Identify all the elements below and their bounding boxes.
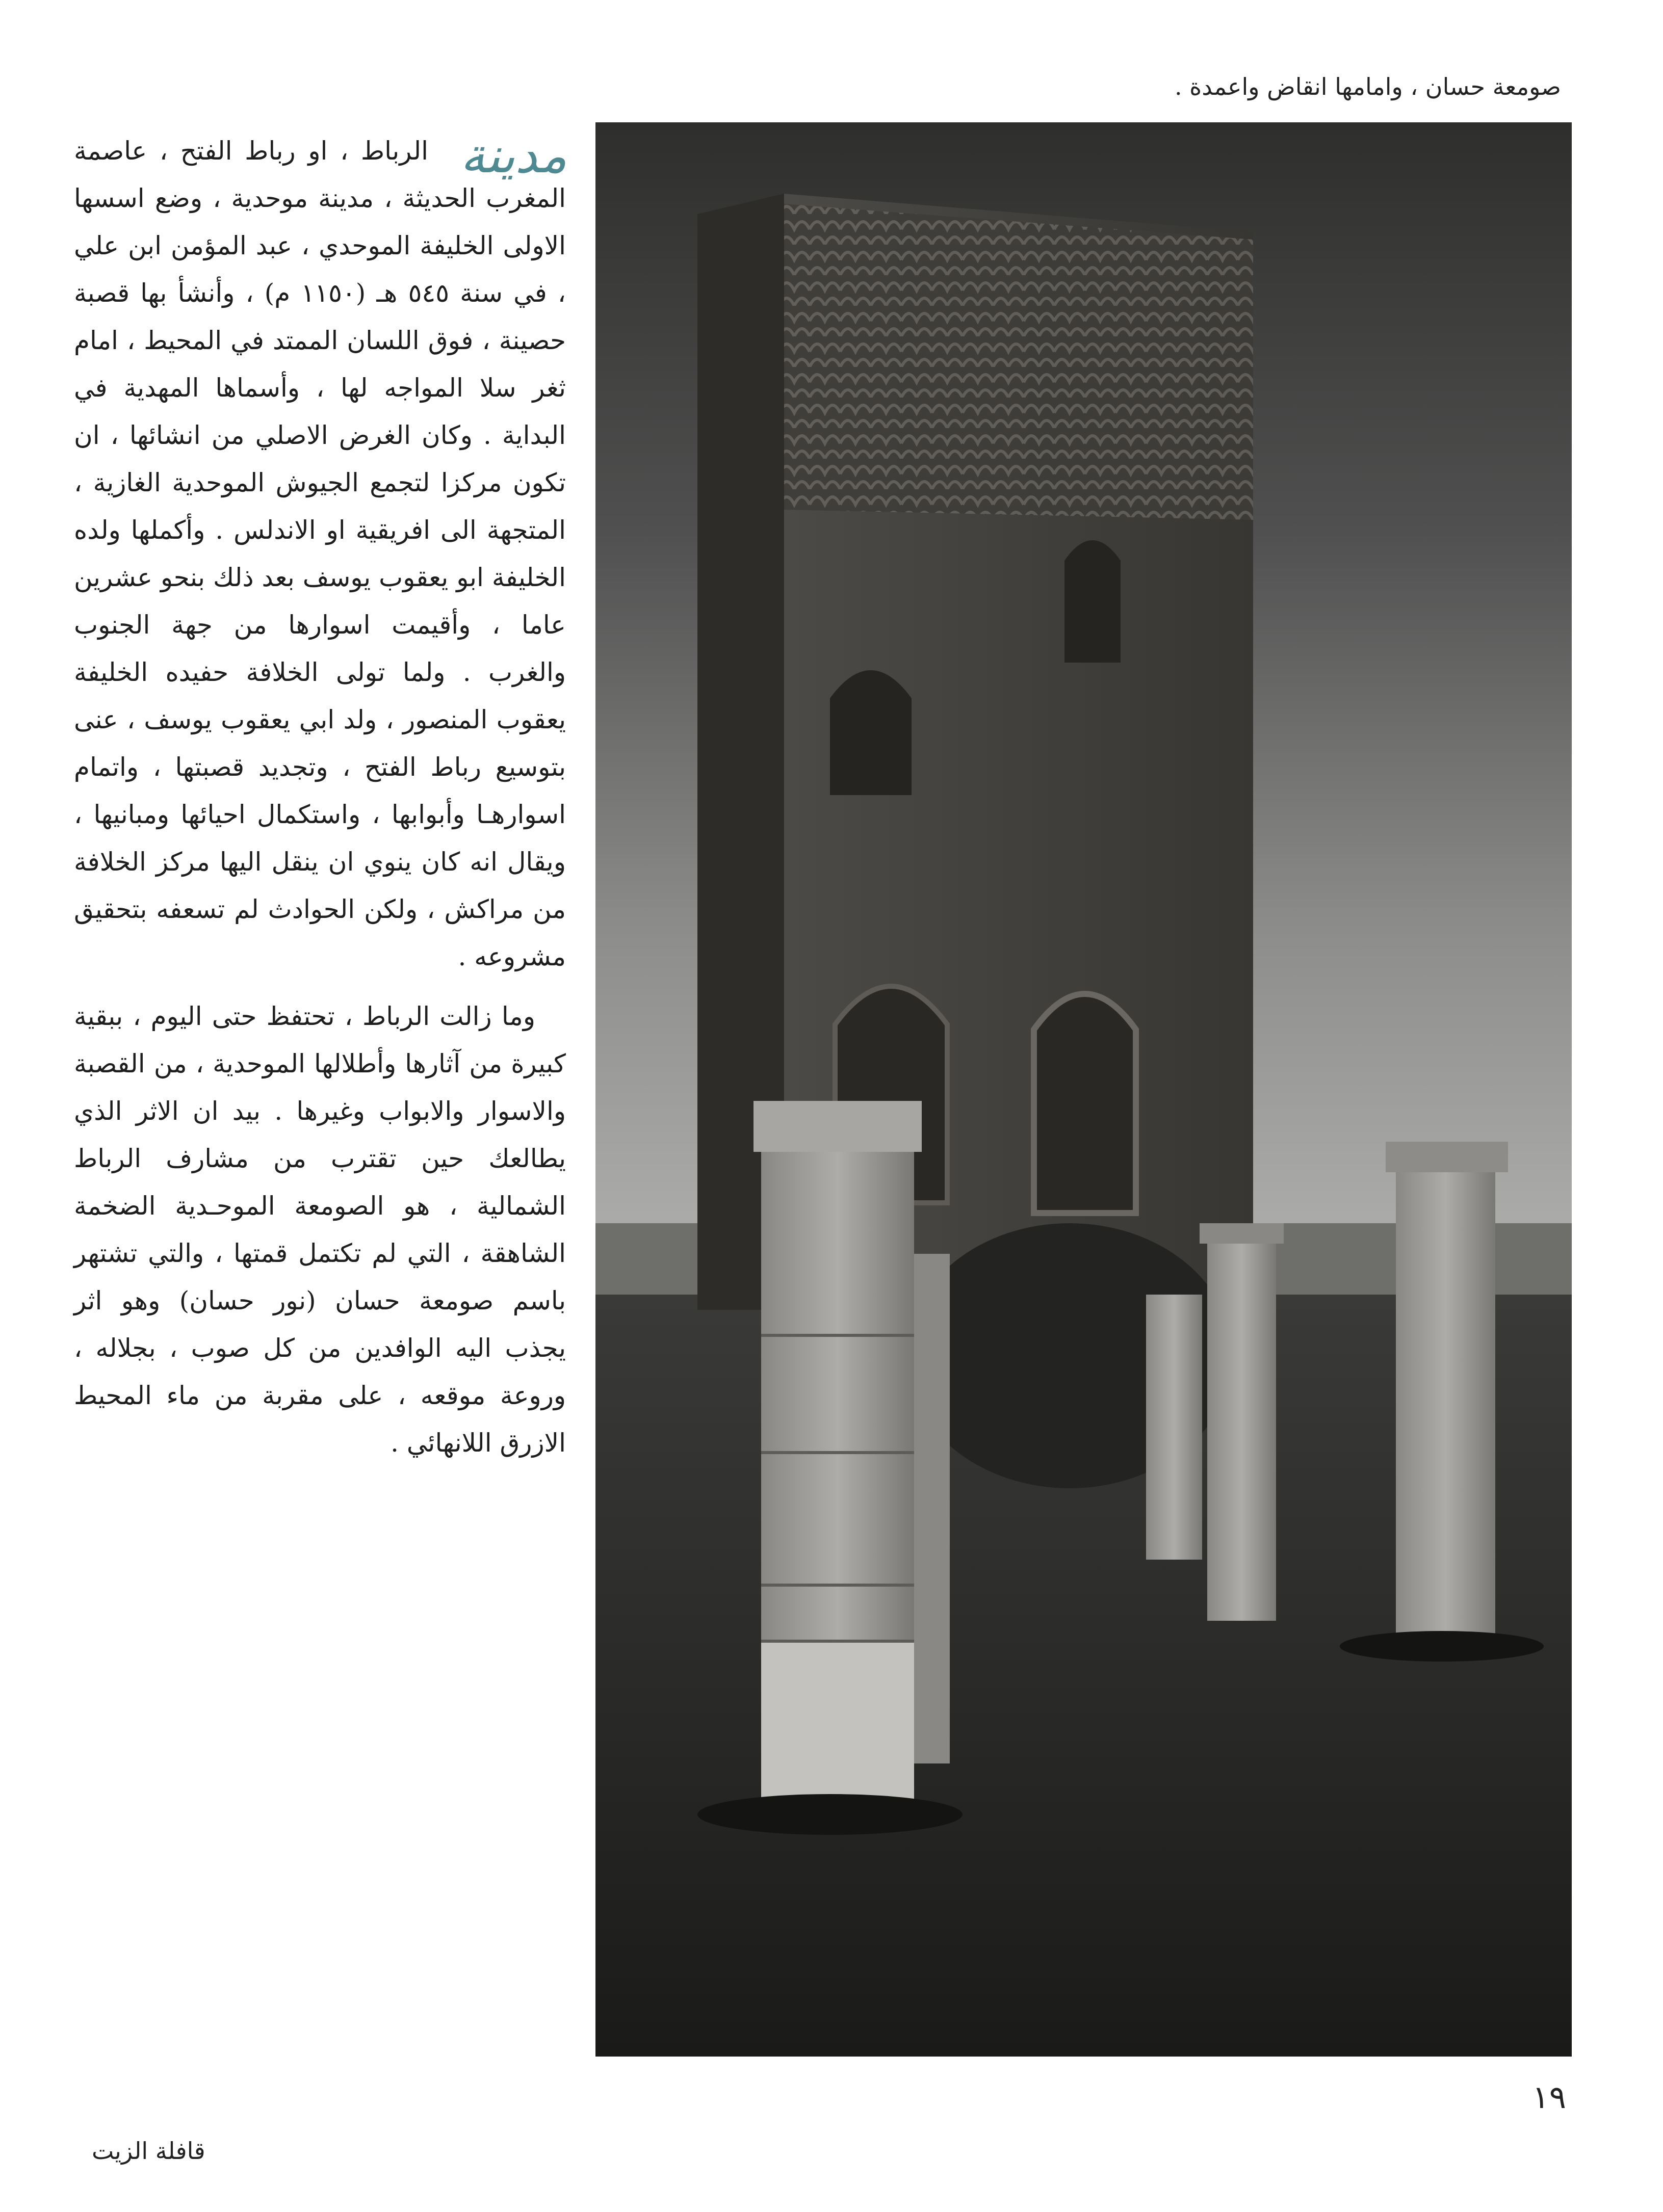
magazine-name: قافلة الزيت xyxy=(92,2137,205,2165)
article-heading: مدينة xyxy=(460,127,567,184)
article-paragraph-2: وما زالت الرباط ، تحتفظ حتى اليوم ، ببقية كبيرة من آثارها وأطلالها الموحدية ، من القصبة والاسوار والابواب وغيرها . بيد ان الاثر الذي يطالعك حين تقترب من مشارف الرباط الشمالية ، هو الصومعة الموحـدية الضخمة الشاهقة ، التي لم تكتمل قمتها ، والتي تشتهر باسم صومعة حسان (نور حسان) وهو اثر يجذب اليه الوافدين من كل صوب ، بجلاله ، وروعة موقعه ، على مقربة من ماء المحيط الازرق اللانهائي . xyxy=(74,1002,566,1458)
photo-caption: صومعة حسان ، وامامها انقاض واعمدة . xyxy=(1174,73,1561,100)
page-number: ١٩ xyxy=(1532,2078,1566,2116)
article-body xyxy=(74,127,566,1479)
article-paragraph-1: الرباط ، او رباط الفتح ، عاصمة المغرب الحديثة ، مدينة موحدية ، وضع اسسها الاولى الخليفة الموحدي ، عبد المؤمن ابن علي ، في سنة ٥٤٥ هـ (١١٥٠ م) ، وأنشأ بها قصبة حصينة ، فوق اللسان الممتد في المحيط ، امام ثغر سلا المواجه لها ، وأسماها المهدية في البداية . وكان الغرض الاصلي من انشائها ، ان تكون مركزا لتجمع الجيوش الموحدية الغازية ، المتجهة الى افريقية او الاندلس . وأكملها ولده الخليفة ابو يعقوب يوسف بعد ذلك بنحو عشرين عاما ، وأقيمت اسوارها من جهة الجنوب والغرب . ولما تولى الخلافة حفيده الخليفة يعقوب المنصور ، ولد ابي يعقوب يوسف ، عنى بتوسيع رباط الفتح ، وتجديد قصبتها ، واتمام اسوارهـا وأبوابها ، واستكمال احيائها ومبانيها ، ويقال انه كان ينوي ان ينقل اليها مركز الخلافة من مراكش ، ولكن الحوادث لم تسعفه بتحقيق مشروعه . xyxy=(74,136,566,971)
hassan-tower-photo xyxy=(595,122,1572,2057)
